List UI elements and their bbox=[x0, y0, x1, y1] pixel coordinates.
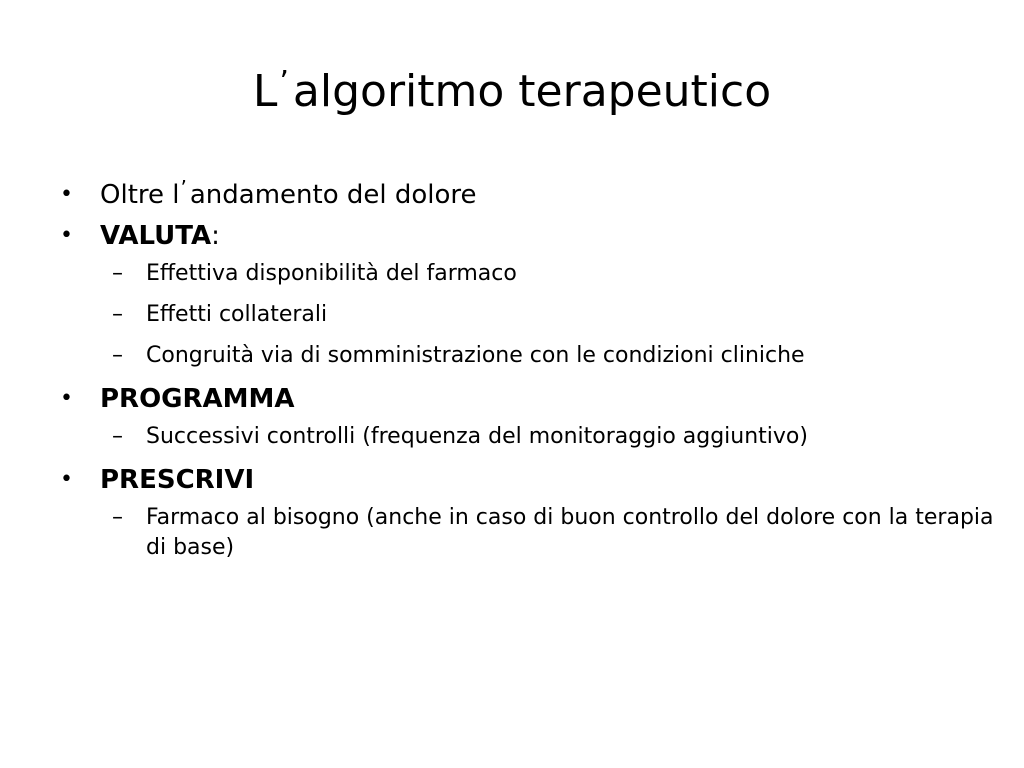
bullet-bold-text: PROGRAMMA bbox=[100, 384, 295, 414]
bullet-bold-text: PRESCRIVI bbox=[100, 465, 255, 495]
bullet-list bbox=[58, 176, 994, 574]
bullet-bold-text: VALUTA bbox=[100, 221, 212, 251]
dash-glyph: – bbox=[112, 343, 123, 368]
bullet-glyph: • bbox=[60, 182, 73, 207]
bullet-item bbox=[58, 178, 958, 213]
sub-bullet-text: Effetti collaterali bbox=[146, 302, 328, 327]
sub-bullet-text: Successivi controlli (frequenza del monitoraggio aggiuntivo) bbox=[146, 424, 808, 449]
dash-glyph: – bbox=[112, 505, 123, 530]
title-apostrophe: ’ bbox=[279, 65, 289, 100]
bullet-text-part2: andamento del dolore bbox=[189, 180, 477, 210]
title-text-part1: L bbox=[252, 66, 278, 117]
dash-glyph: – bbox=[112, 261, 123, 286]
sub-bullet-text: Congruità via di somministrazione con le condizioni cliniche bbox=[146, 343, 805, 368]
sub-bullet-item bbox=[58, 503, 1016, 563]
dash-glyph: – bbox=[112, 424, 123, 449]
bullet-item bbox=[58, 382, 958, 416]
bullet-suffix: : bbox=[211, 221, 220, 251]
bullet-glyph: • bbox=[60, 386, 73, 411]
sub-bullet-text: Effettiva disponibilità del farmaco bbox=[146, 261, 517, 286]
bullet-glyph: • bbox=[60, 223, 73, 248]
title-text-part2: algoritmo terapeutico bbox=[292, 66, 772, 117]
bullet-text-part1: Oltre l bbox=[100, 180, 180, 210]
sub-bullet-item bbox=[58, 300, 958, 330]
sub-bullet-item bbox=[58, 422, 836, 452]
bullet-item bbox=[58, 219, 958, 253]
slide-title bbox=[0, 62, 1024, 127]
dash-glyph: – bbox=[112, 302, 123, 327]
bullet-item bbox=[58, 463, 958, 497]
sub-bullet-text: Farmaco al bisogno (anche in caso di buon controllo del dolore con la terapia di base) bbox=[146, 505, 994, 560]
bullet-apostrophe: ’ bbox=[180, 176, 187, 200]
sub-bullet-item bbox=[58, 341, 866, 371]
sub-bullet-item bbox=[58, 259, 958, 289]
bullet-glyph: • bbox=[60, 467, 73, 492]
